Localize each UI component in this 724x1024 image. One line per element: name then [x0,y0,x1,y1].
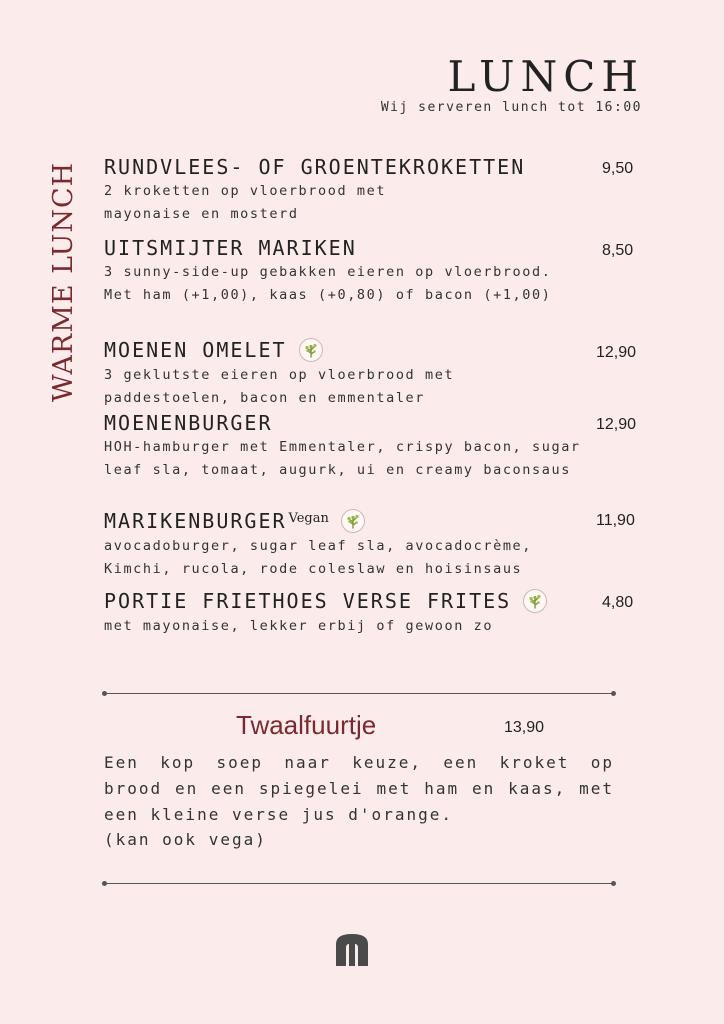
item-description: avocadoburger, sugar leaf sla, avocadocrème, Kimchi, rucola, rode coleslaw en hoisinsaus [104,537,533,577]
item-name: PORTIE FRIETHOES VERSE FRITES [104,589,512,613]
special-price: 13,90 [504,719,545,736]
item-name: RUNDVLEES- OF GROENTEKROKETTEN [104,155,526,179]
divider-top [104,693,614,694]
item-price: 9,50 [602,160,634,177]
leaf-icon [341,509,365,533]
item-name: MOENEN OMELET [104,338,287,362]
menu-item [104,337,649,410]
item-price: 8,50 [602,242,634,259]
item-name-row [104,508,649,535]
item-description: met mayonaise, lekker erbij of gewoon zo [104,617,494,634]
divider-bottom [104,883,614,884]
vegan-tag: Vegan [288,511,329,526]
page-subtitle: Wij serveren lunch tot 16:00 [380,100,642,115]
item-name: MARIKENBURGER [104,509,287,533]
section-label-warme-lunch: WARME LUNCH [48,161,79,402]
item-price: 12,90 [596,416,637,433]
special-title: Twaalfuurtje [236,710,377,740]
item-description: 2 kroketten op vloerbrood met mayonaise en mosterd [104,183,387,222]
leaf-icon [299,338,323,362]
item-price: 4,80 [602,594,634,611]
item-description: 3 sunny-side-up gebakken eieren op vloerbrood. Met ham (+1,00), kaas (+0,80) of bacon (+1,00) [104,264,552,303]
menu-item [104,154,649,226]
item-name: MOENENBURGER [104,411,273,435]
item-name-row [104,588,649,615]
leaf-icon [523,589,547,613]
item-name-row [104,337,649,364]
menu-item [104,508,649,581]
item-price: 12,90 [596,344,637,361]
page-title: LUNCH [447,52,644,101]
brand-logo-icon [334,932,370,970]
special-description: Een kop soep naar keuze, een kroket op brood en een spiegelei met ham en kaas, met een kleine verse jus d'orange. [104,753,614,824]
item-name: UITSMIJTER MARIKEN [104,236,357,260]
menu-item [104,588,649,638]
menu-item [104,410,649,482]
special-note: (kan ook vega) [104,830,267,849]
item-price: 11,90 [596,512,635,529]
item-description: 3 geklutste eieren op vloerbrood met paddestoelen, bacon en emmentaler [104,366,455,406]
item-description: HOH-hamburger met Emmentaler, crispy bacon, sugar leaf sla, tomaat, augurk, ui en creamy baconsaus [104,439,581,478]
menu-item [104,235,649,307]
